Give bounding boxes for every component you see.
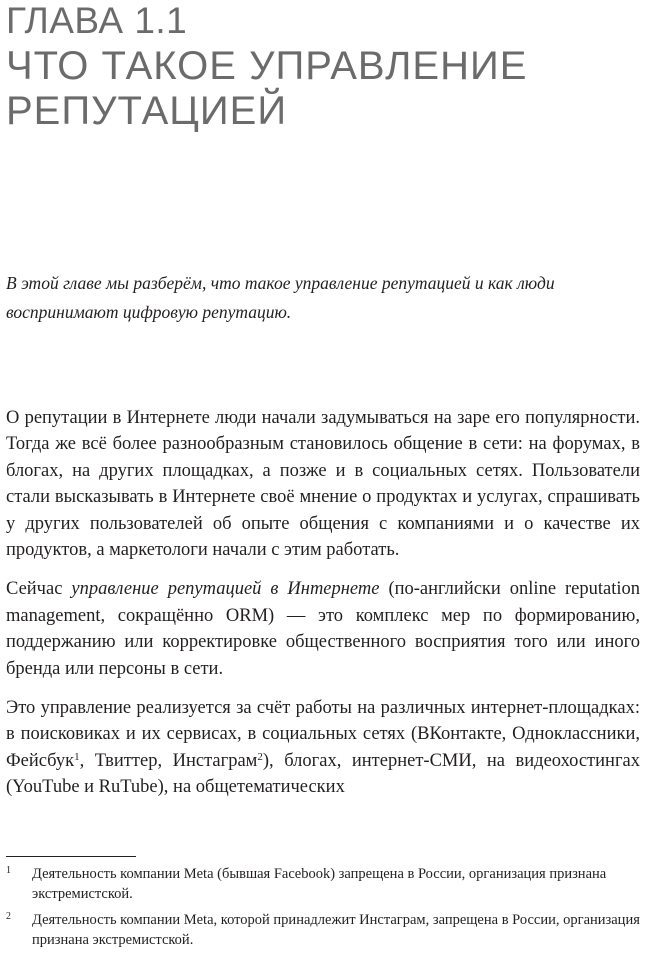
chapter-label: ГЛАВА 1.1: [6, 0, 188, 41]
paragraph-3: [6, 695, 640, 801]
footnote-number: 2: [6, 911, 11, 922]
paragraph-1: О репутации в Интернете люди начали задумываться на заре его популярности. Тогда же всё более разнообразным становилось общение в сети: на форумах, в блогах, на других площадках, а позже и в социальных сетях. Пользователи стали высказывать в Интернете своё мнение о продуктах и услугах, спрашивать у других пользователей об опыте общения с компаниями и о качестве их продуктов, а маркетологи начали с этим работать.: [6, 408, 640, 561]
paragraph-3-part-b: , Твиттер, Инстаграм: [79, 750, 258, 771]
footnote-divider: [6, 856, 136, 857]
chapter-title: ЧТО ТАКОЕ УПРАВЛЕНИЕ РЕПУТАЦИЕЙ: [6, 44, 528, 133]
chapter-lead: В этой главе мы разберём, что такое управление репутацией и как люди воспринимают цифровую репутацию.: [6, 273, 555, 322]
footnote-2: [6, 910, 640, 950]
footnote-text: Деятельность компании Meta (бывшая Facebook) запрещена в России, организация признана экстремистской.: [32, 866, 607, 902]
paragraph-2-rest: (по-английски online reputation management, сокращённо ORM) — это комплекс мер по формированию, поддержанию или корректировке общественного восприятия того или иного бренда или персоны в сети.: [6, 579, 640, 679]
footnotes: [6, 864, 640, 956]
paragraph-2-start: Сейчас: [6, 579, 72, 600]
footnote-text: Деятельность компании Meta, которой принадлежит Инстаграм, запрещена в России, организация признана экстремистской.: [32, 912, 640, 948]
footnote-number: 1: [6, 865, 11, 876]
paragraph-3-part-a: Это управление реализуется за счёт работы на различных интернет-площадках: в поисковиках и их сервисах, в социальных сетях (ВКонтакте, Одноклассники, Фейсбук: [6, 698, 640, 771]
body-text: [6, 405, 640, 814]
paragraph-3-part-c: ), блогах, интернет-СМИ, на видеохостингах (YouTube и RuTube), на общетематических: [6, 750, 640, 798]
footnote-ref-1[interactable]: 1: [74, 750, 80, 763]
orm-term: управление репутацией в Интернете: [71, 579, 380, 600]
footnote-ref-2[interactable]: 2: [257, 750, 263, 763]
footnote-1: [6, 864, 640, 904]
paragraph-2: [6, 576, 640, 682]
